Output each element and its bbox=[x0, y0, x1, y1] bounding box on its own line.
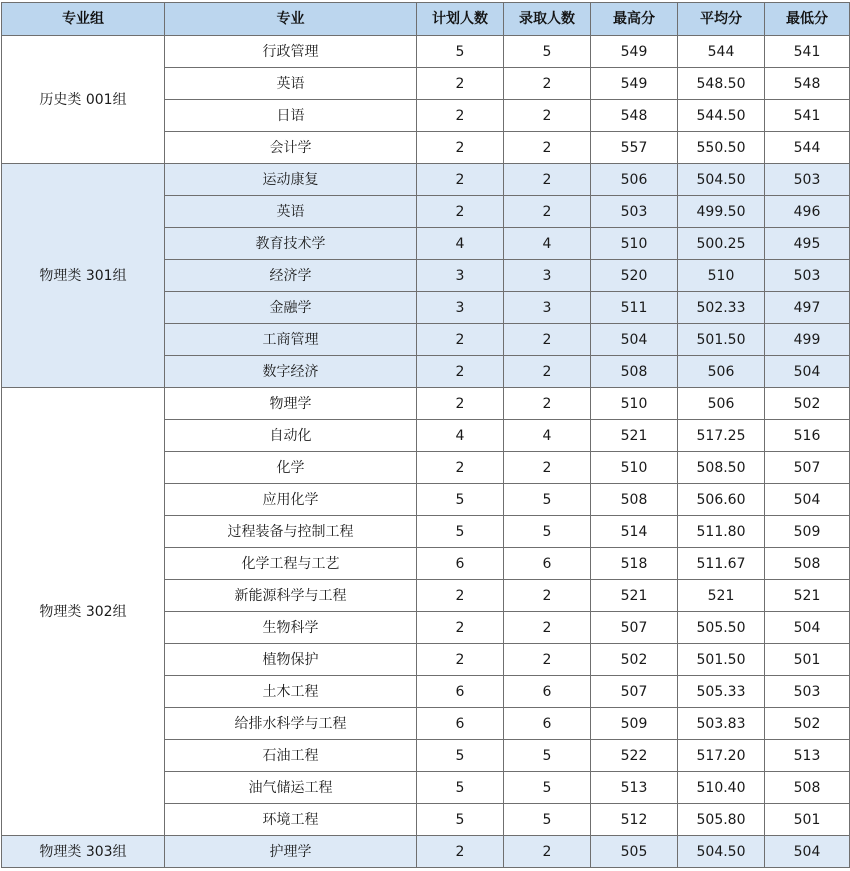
cell-major: 油气储运工程 bbox=[165, 772, 417, 804]
cell-lowest-score: 495 bbox=[765, 228, 850, 260]
cell-average-score: 544.50 bbox=[678, 100, 765, 132]
cell-planned-count: 5 bbox=[417, 804, 504, 836]
header-row bbox=[2, 3, 850, 36]
cell-admitted-count: 2 bbox=[504, 68, 591, 100]
header-average-score: 平均分 bbox=[678, 3, 765, 36]
cell-admitted-count: 2 bbox=[504, 100, 591, 132]
cell-planned-count: 3 bbox=[417, 292, 504, 324]
header-lowest-score: 最低分 bbox=[765, 3, 850, 36]
cell-average-score: 501.50 bbox=[678, 644, 765, 676]
cell-major: 运动康复 bbox=[165, 164, 417, 196]
header-admitted-count: 录取人数 bbox=[504, 3, 591, 36]
cell-average-score: 506.60 bbox=[678, 484, 765, 516]
cell-lowest-score: 541 bbox=[765, 36, 850, 68]
cell-lowest-score: 504 bbox=[765, 356, 850, 388]
cell-admitted-count: 5 bbox=[504, 804, 591, 836]
cell-highest-score: 521 bbox=[591, 580, 678, 612]
cell-average-score: 511.80 bbox=[678, 516, 765, 548]
cell-lowest-score: 502 bbox=[765, 388, 850, 420]
cell-lowest-score: 503 bbox=[765, 676, 850, 708]
cell-lowest-score: 501 bbox=[765, 804, 850, 836]
cell-planned-count: 2 bbox=[417, 356, 504, 388]
cell-planned-count: 2 bbox=[417, 132, 504, 164]
cell-planned-count: 6 bbox=[417, 676, 504, 708]
cell-planned-count: 5 bbox=[417, 740, 504, 772]
cell-average-score: 508.50 bbox=[678, 452, 765, 484]
cell-highest-score: 508 bbox=[591, 484, 678, 516]
cell-admitted-count: 2 bbox=[504, 132, 591, 164]
table-row bbox=[2, 36, 850, 68]
cell-highest-score: 503 bbox=[591, 196, 678, 228]
cell-major: 过程装备与控制工程 bbox=[165, 516, 417, 548]
cell-highest-score: 549 bbox=[591, 36, 678, 68]
cell-highest-score: 507 bbox=[591, 612, 678, 644]
cell-admitted-count: 6 bbox=[504, 708, 591, 740]
cell-admitted-count: 2 bbox=[504, 836, 591, 868]
cell-admitted-count: 2 bbox=[504, 324, 591, 356]
cell-lowest-score: 502 bbox=[765, 708, 850, 740]
cell-major: 数字经济 bbox=[165, 356, 417, 388]
cell-lowest-score: 541 bbox=[765, 100, 850, 132]
cell-highest-score: 512 bbox=[591, 804, 678, 836]
header-highest-score: 最高分 bbox=[591, 3, 678, 36]
cell-planned-count: 2 bbox=[417, 644, 504, 676]
cell-average-score: 506 bbox=[678, 388, 765, 420]
cell-admitted-count: 6 bbox=[504, 676, 591, 708]
cell-highest-score: 513 bbox=[591, 772, 678, 804]
table-row bbox=[2, 388, 850, 420]
cell-major-group: 历史类 001组 bbox=[2, 36, 165, 164]
cell-planned-count: 3 bbox=[417, 260, 504, 292]
cell-average-score: 500.25 bbox=[678, 228, 765, 260]
cell-major: 物理学 bbox=[165, 388, 417, 420]
cell-planned-count: 4 bbox=[417, 228, 504, 260]
cell-admitted-count: 2 bbox=[504, 644, 591, 676]
cell-planned-count: 2 bbox=[417, 388, 504, 420]
cell-planned-count: 2 bbox=[417, 68, 504, 100]
cell-average-score: 506 bbox=[678, 356, 765, 388]
cell-major: 护理学 bbox=[165, 836, 417, 868]
cell-major: 日语 bbox=[165, 100, 417, 132]
cell-average-score: 503.83 bbox=[678, 708, 765, 740]
cell-admitted-count: 2 bbox=[504, 196, 591, 228]
cell-average-score: 505.80 bbox=[678, 804, 765, 836]
cell-planned-count: 4 bbox=[417, 420, 504, 452]
cell-highest-score: 520 bbox=[591, 260, 678, 292]
cell-lowest-score: 509 bbox=[765, 516, 850, 548]
cell-major: 工商管理 bbox=[165, 324, 417, 356]
cell-admitted-count: 2 bbox=[504, 452, 591, 484]
table-row bbox=[2, 164, 850, 196]
cell-planned-count: 6 bbox=[417, 548, 504, 580]
cell-lowest-score: 508 bbox=[765, 548, 850, 580]
cell-admitted-count: 3 bbox=[504, 260, 591, 292]
cell-highest-score: 548 bbox=[591, 100, 678, 132]
cell-average-score: 505.50 bbox=[678, 612, 765, 644]
table-body bbox=[2, 36, 850, 868]
cell-admitted-count: 5 bbox=[504, 740, 591, 772]
cell-lowest-score: 499 bbox=[765, 324, 850, 356]
header-major: 专业 bbox=[165, 3, 417, 36]
cell-average-score: 505.33 bbox=[678, 676, 765, 708]
cell-admitted-count: 2 bbox=[504, 164, 591, 196]
cell-planned-count: 2 bbox=[417, 196, 504, 228]
cell-highest-score: 522 bbox=[591, 740, 678, 772]
cell-major: 生物科学 bbox=[165, 612, 417, 644]
cell-average-score: 499.50 bbox=[678, 196, 765, 228]
cell-highest-score: 549 bbox=[591, 68, 678, 100]
header-planned-count: 计划人数 bbox=[417, 3, 504, 36]
cell-highest-score: 514 bbox=[591, 516, 678, 548]
cell-admitted-count: 2 bbox=[504, 612, 591, 644]
cell-lowest-score: 504 bbox=[765, 484, 850, 516]
cell-major: 化学 bbox=[165, 452, 417, 484]
cell-highest-score: 504 bbox=[591, 324, 678, 356]
cell-major: 环境工程 bbox=[165, 804, 417, 836]
cell-lowest-score: 504 bbox=[765, 612, 850, 644]
cell-major: 土木工程 bbox=[165, 676, 417, 708]
cell-major: 经济学 bbox=[165, 260, 417, 292]
cell-average-score: 504.50 bbox=[678, 836, 765, 868]
cell-lowest-score: 548 bbox=[765, 68, 850, 100]
cell-major: 金融学 bbox=[165, 292, 417, 324]
cell-admitted-count: 5 bbox=[504, 772, 591, 804]
cell-major: 应用化学 bbox=[165, 484, 417, 516]
cell-highest-score: 507 bbox=[591, 676, 678, 708]
cell-lowest-score: 503 bbox=[765, 164, 850, 196]
cell-average-score: 502.33 bbox=[678, 292, 765, 324]
cell-lowest-score: 504 bbox=[765, 836, 850, 868]
cell-admitted-count: 5 bbox=[504, 484, 591, 516]
cell-planned-count: 5 bbox=[417, 484, 504, 516]
cell-planned-count: 2 bbox=[417, 580, 504, 612]
cell-major: 新能源科学与工程 bbox=[165, 580, 417, 612]
cell-highest-score: 510 bbox=[591, 228, 678, 260]
cell-average-score: 510 bbox=[678, 260, 765, 292]
cell-major: 石油工程 bbox=[165, 740, 417, 772]
cell-planned-count: 5 bbox=[417, 516, 504, 548]
cell-major: 会计学 bbox=[165, 132, 417, 164]
cell-planned-count: 2 bbox=[417, 164, 504, 196]
cell-admitted-count: 5 bbox=[504, 36, 591, 68]
cell-admitted-count: 2 bbox=[504, 580, 591, 612]
cell-lowest-score: 503 bbox=[765, 260, 850, 292]
cell-lowest-score: 521 bbox=[765, 580, 850, 612]
cell-average-score: 550.50 bbox=[678, 132, 765, 164]
cell-major: 英语 bbox=[165, 68, 417, 100]
cell-highest-score: 518 bbox=[591, 548, 678, 580]
cell-major: 给排水科学与工程 bbox=[165, 708, 417, 740]
cell-highest-score: 506 bbox=[591, 164, 678, 196]
cell-highest-score: 557 bbox=[591, 132, 678, 164]
cell-admitted-count: 4 bbox=[504, 228, 591, 260]
cell-lowest-score: 508 bbox=[765, 772, 850, 804]
cell-highest-score: 521 bbox=[591, 420, 678, 452]
cell-major-group: 物理类 301组 bbox=[2, 164, 165, 388]
cell-lowest-score: 544 bbox=[765, 132, 850, 164]
cell-admitted-count: 2 bbox=[504, 356, 591, 388]
cell-highest-score: 505 bbox=[591, 836, 678, 868]
cell-planned-count: 2 bbox=[417, 100, 504, 132]
cell-major: 教育技术学 bbox=[165, 228, 417, 260]
cell-admitted-count: 4 bbox=[504, 420, 591, 452]
cell-average-score: 517.20 bbox=[678, 740, 765, 772]
cell-average-score: 521 bbox=[678, 580, 765, 612]
header-major-group: 专业组 bbox=[2, 3, 165, 36]
cell-average-score: 548.50 bbox=[678, 68, 765, 100]
cell-average-score: 511.67 bbox=[678, 548, 765, 580]
cell-major-group: 物理类 302组 bbox=[2, 388, 165, 836]
cell-lowest-score: 516 bbox=[765, 420, 850, 452]
cell-planned-count: 6 bbox=[417, 708, 504, 740]
cell-major: 行政管理 bbox=[165, 36, 417, 68]
cell-planned-count: 2 bbox=[417, 836, 504, 868]
cell-average-score: 510.40 bbox=[678, 772, 765, 804]
cell-major-group: 物理类 303组 bbox=[2, 836, 165, 868]
cell-highest-score: 511 bbox=[591, 292, 678, 324]
cell-average-score: 517.25 bbox=[678, 420, 765, 452]
cell-highest-score: 510 bbox=[591, 452, 678, 484]
cell-average-score: 544 bbox=[678, 36, 765, 68]
cell-admitted-count: 3 bbox=[504, 292, 591, 324]
admission-score-table bbox=[1, 2, 850, 868]
cell-lowest-score: 513 bbox=[765, 740, 850, 772]
cell-lowest-score: 507 bbox=[765, 452, 850, 484]
cell-admitted-count: 5 bbox=[504, 516, 591, 548]
cell-admitted-count: 6 bbox=[504, 548, 591, 580]
cell-highest-score: 502 bbox=[591, 644, 678, 676]
cell-highest-score: 508 bbox=[591, 356, 678, 388]
cell-admitted-count: 2 bbox=[504, 388, 591, 420]
cell-average-score: 504.50 bbox=[678, 164, 765, 196]
cell-lowest-score: 501 bbox=[765, 644, 850, 676]
cell-lowest-score: 496 bbox=[765, 196, 850, 228]
cell-planned-count: 5 bbox=[417, 772, 504, 804]
cell-major: 植物保护 bbox=[165, 644, 417, 676]
cell-planned-count: 2 bbox=[417, 452, 504, 484]
cell-planned-count: 2 bbox=[417, 324, 504, 356]
cell-highest-score: 509 bbox=[591, 708, 678, 740]
cell-major: 化学工程与工艺 bbox=[165, 548, 417, 580]
cell-major: 自动化 bbox=[165, 420, 417, 452]
table-row bbox=[2, 836, 850, 868]
cell-major: 英语 bbox=[165, 196, 417, 228]
cell-planned-count: 5 bbox=[417, 36, 504, 68]
cell-highest-score: 510 bbox=[591, 388, 678, 420]
cell-planned-count: 2 bbox=[417, 612, 504, 644]
cell-lowest-score: 497 bbox=[765, 292, 850, 324]
cell-average-score: 501.50 bbox=[678, 324, 765, 356]
